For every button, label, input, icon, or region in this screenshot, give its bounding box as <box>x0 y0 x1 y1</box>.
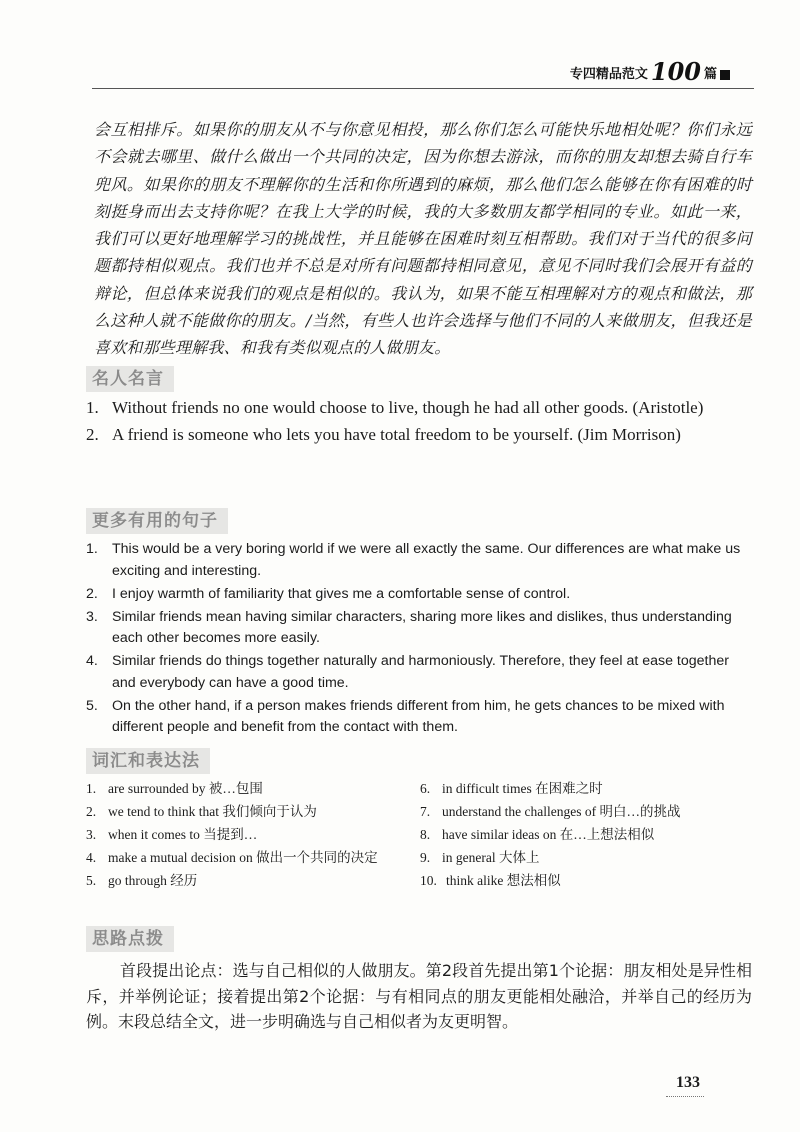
item-number: 9. <box>420 850 431 865</box>
running-header <box>569 57 730 86</box>
item-number: 8. <box>420 827 431 842</box>
item-number: 1. <box>86 398 99 417</box>
item-number: 3. <box>86 608 98 625</box>
item-number: 1. <box>86 541 98 557</box>
item-number: 3. <box>86 827 97 842</box>
list-item <box>86 651 752 694</box>
quotes-list <box>86 396 752 450</box>
list-item <box>86 801 396 822</box>
header-rule <box>92 88 754 89</box>
header-suffix: 篇 <box>703 67 717 82</box>
list-item <box>86 696 752 739</box>
vocab-column-left <box>86 778 396 893</box>
item-number: 4. <box>86 850 97 865</box>
item-number: 7. <box>420 804 431 819</box>
item-number: 1. <box>86 781 97 796</box>
section-title-analysis: 思路点拨 <box>86 926 174 952</box>
list-item <box>86 778 396 799</box>
list-item <box>86 870 396 891</box>
item-number: 5. <box>86 873 97 888</box>
item-text: think alike 想法相似 <box>446 873 561 888</box>
item-text: I enjoy warmth of familiarity that gives me a comfortable sense of control. <box>112 585 571 602</box>
list-item <box>86 396 752 419</box>
item-text: in difficult times 在困难之时 <box>442 781 603 796</box>
sentences-list <box>86 539 752 740</box>
item-text: Similar friends mean having similar characters, sharing more likes and dislikes, thus understanding each other becomes more easily. <box>112 608 732 646</box>
item-number: 2. <box>86 425 99 444</box>
list-item <box>86 824 396 845</box>
section-title-sentences: 更多有用的句子 <box>86 508 228 534</box>
essay-paragraph: 会互相排斥。如果你的朋友从不与你意见相投，那么你们怎么可能快乐地相处呢？你们永远不会就去哪里、做什么做出一个共同的决定，因为你想去游泳，而你的朋友却想去骑自行车兜风。如果你的朋友不理解你的生活和你所遇到的麻烦，那么他们怎么能够在你有困难的时刻挺身而出去支持你呢？在我上大学的时候，我的大多数朋友都学相同的专业。如此一来，我们可以更好地理解学习的挑战性，并且能够在困难时刻互相帮助。我们对于当代的很多问题都持相似观点。我们也并不总是对所有问题都持相同意见，意见不同时我们会展开有益的辩论，但总体来说我们的观点是相似的。我认为，如果不能互相理解对方的观点和做法，那么这种人就不能做你的朋友。/当然，有些人也许会选择与他们不同的人来做朋友，但我还是喜欢和那些理解我、和我有类似观点的人做朋友。 <box>94 120 752 358</box>
item-text: Similar friends do things together naturally and harmoniously. Therefore, they feel at ease together and everybody can have a good time. <box>112 653 729 691</box>
list-item <box>86 847 396 868</box>
page-number: 133 <box>676 1074 700 1091</box>
item-number: 10. <box>420 873 437 888</box>
item-number: 6. <box>420 781 431 796</box>
vocab-column-right <box>420 778 720 893</box>
item-text: make a mutual decision on 做出一个共同的决定 <box>108 850 378 865</box>
item-text: On the other hand, if a person makes friends different from him, he gets chances to be mixed with different people and benefit from the contact with them. <box>112 697 725 735</box>
item-text: understand the challenges of 明白…的挑战 <box>442 804 681 819</box>
list-item <box>86 607 752 650</box>
item-number: 5. <box>86 697 98 714</box>
list-item <box>420 870 720 891</box>
item-text: A friend is someone who lets you have total freedom to be yourself. (Jim Morrison) <box>112 425 681 444</box>
item-text: we tend to think that 我们倾向于认为 <box>108 804 317 819</box>
section-title-vocab: 词汇和表达法 <box>86 748 210 774</box>
item-text: go through 经历 <box>108 873 198 888</box>
list-item <box>86 539 752 582</box>
section-title-quotes: 名人名言 <box>86 366 174 392</box>
analysis-paragraph: 首段提出论点：选与自己相似的人做朋友。第2段首先提出第1个论据：朋友相处是异性相斥，并举例论证；接着提出第2个论据：与有相同点的朋友更能相处融洽，并举自己的经历为例。末段总结全文，进一步明确选与自己相似者为友更明智。 <box>86 961 752 1031</box>
item-text: in general 大体上 <box>442 850 540 865</box>
page-number-rule <box>666 1096 704 1098</box>
item-text: have similar ideas on 在…上想法相似 <box>442 827 655 842</box>
list-item <box>420 801 720 822</box>
list-item <box>420 824 720 845</box>
list-item <box>420 847 720 868</box>
list-item <box>86 423 752 446</box>
item-text: This would be a very boring world if we were all exactly the same. Our differences are what make us exciting and interesting. <box>112 541 741 579</box>
item-text: are surrounded by 被…包围 <box>108 781 263 796</box>
item-number: 2. <box>86 804 97 819</box>
item-number: 4. <box>86 653 98 669</box>
item-number: 2. <box>86 585 98 602</box>
header-title: 专四精品范文 <box>569 67 648 82</box>
header-square-icon <box>720 70 730 80</box>
list-item <box>86 584 752 606</box>
item-text: when it comes to 当提到… <box>108 827 258 842</box>
item-text: Without friends no one would choose to live, though he had all other goods. (Aristotle) <box>112 398 704 417</box>
list-item <box>420 778 720 799</box>
header-number: 100 <box>650 57 701 86</box>
